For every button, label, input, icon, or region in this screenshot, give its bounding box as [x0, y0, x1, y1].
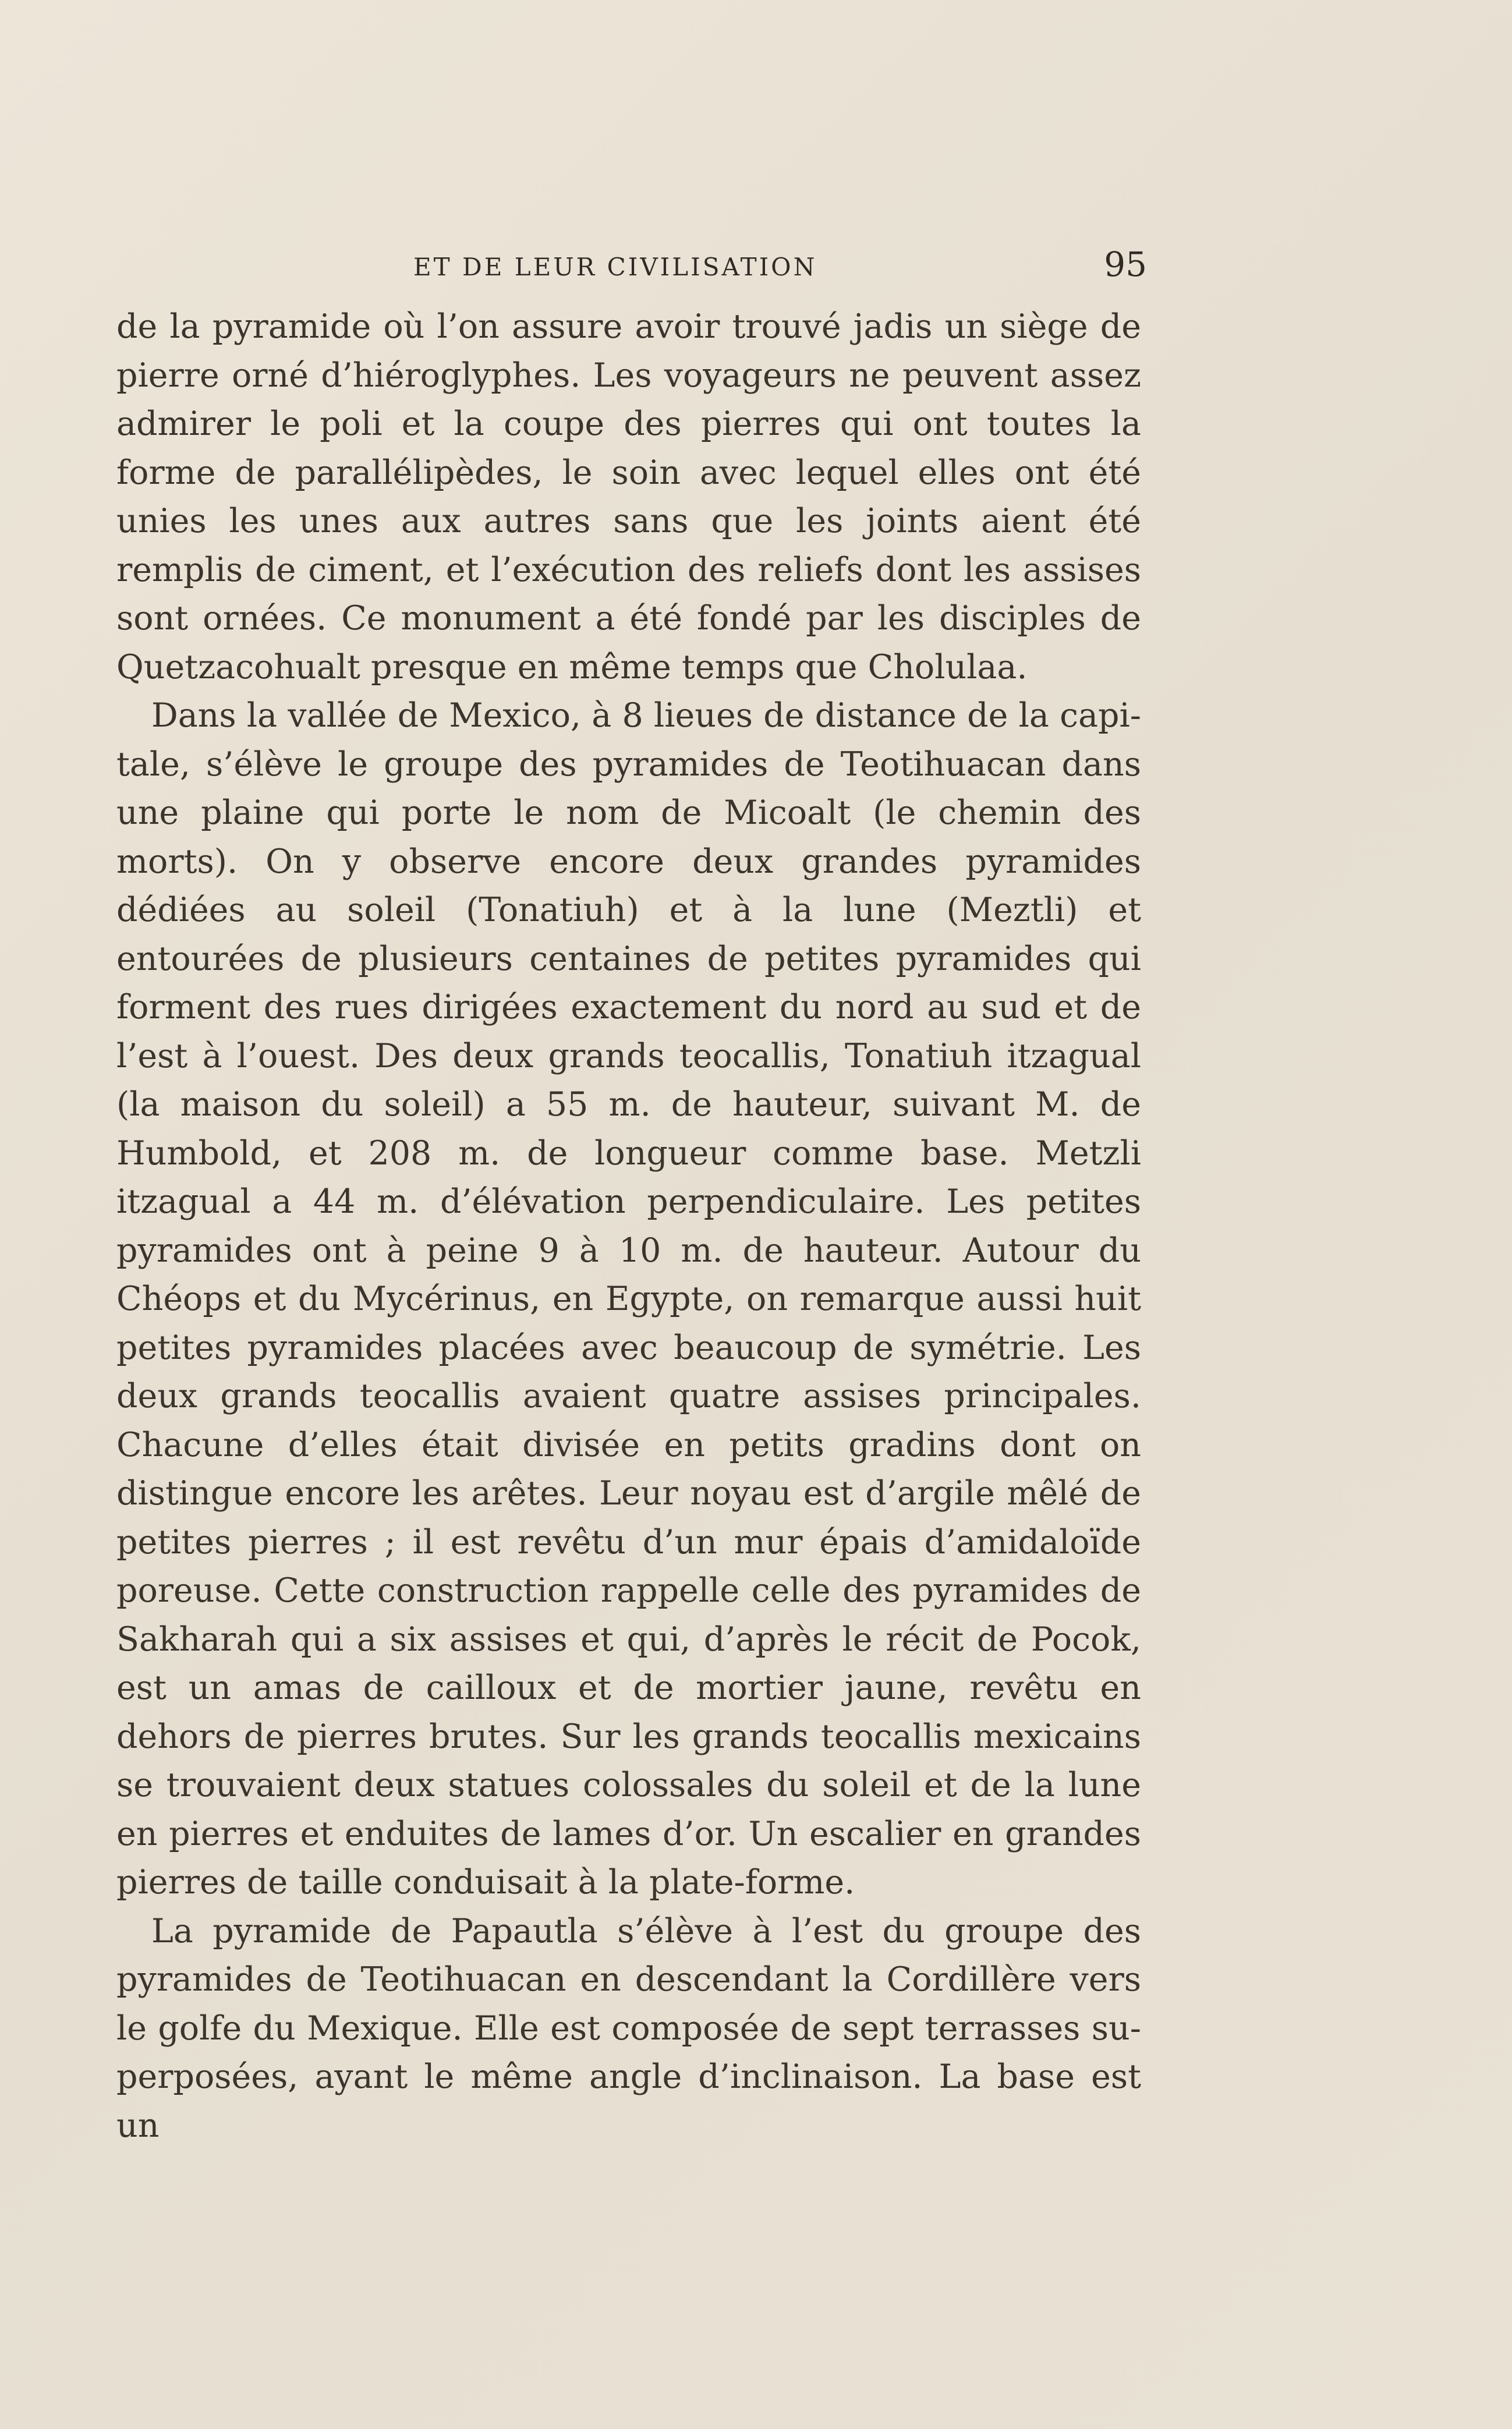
page-number: 95: [1104, 245, 1147, 284]
paragraph-mexico-valley: Dans la vallée de Mexico, à 8 lieues de distance de la capitale, s’élève le groupe des pyramides de Teotihuacan dans une plaine qui porte le nom de Micoalt (le chemin des morts). On y observe encore deux grandes pyramides dédiées au soleil (Tonatiuh) et à la lune (Meztli) et entourées de plusieurs centaines de petites pyramides qui forment des rues dirigées exactement du nord au sud et de l’est à l’ouest. Des deux grands teocallis, Tonatiuh itzagual (la maison du soleil) a 55 m. de hauteur, suivant M. de Humbold, et 208 m. de longueur comme base. Metzli itzagual a 44 m. d’élévation perpendiculaire. Les petites pyramides ont à peine 9 à 10 m. de hauteur. Autour du Chéops et du Mycérinus, en Egypte, on remarque aussi huit petites pyramides placées avec beaucoup de symétrie. Les deux grands teocallis avaient quatre assises principales. Chacune d’elles était divisée en petits gradins dont on distingue encore les arêtes. Leur noyau est d’argile mêlé de petites pierres ; il est revêtu d’un mur épais d’amidaloïde poreuse. Cette construction rappelle celle des pyramides de Sakharah qui a six assises et qui, d’après le récit de Pocok, est un amas de cailloux et de mortier jaune, revêtu en dehors de pierres brutes. Sur les grands teocallis mexicains se trouvaient deux statues colossales du soleil et de la lune en pierres et enduites de lames d’or. Un escalier en grandes pierres de taille conduisait à la plate-forme.: [116, 696, 1141, 1902]
page-header: [111, 245, 1147, 291]
paragraph-papautla: La pyramide de Papautla s’élève à l’est du groupe des pyramides de Teotihuacan en descendant la Cordillère vers le golfe du Mexique. Elle est composée de sept terrasses superposées, ayant le même angle d’inclinaison. La base est un: [116, 1911, 1141, 2145]
body-text: [116, 303, 1141, 2150]
running-head: ET DE LEUR CIVILISATION: [413, 253, 817, 281]
paragraph-continuation: de la pyramide où l’on assure avoir trouvé jadis un siège de pierre orné d’hiéroglyphes. Les voyageurs ne peuvent assez admirer le poli et la coupe des pierres qui ont toutes la forme de parallélipèdes, le soin avec lequel elles ont été unies les unes aux autres sans que les joints aient été remplis de ciment, et l’exécution des reliefs dont les assises sont ornées. Ce monument a été fondé par les disciples de Quetzacohualt presque en même temps que Cholulaa.: [116, 307, 1141, 686]
